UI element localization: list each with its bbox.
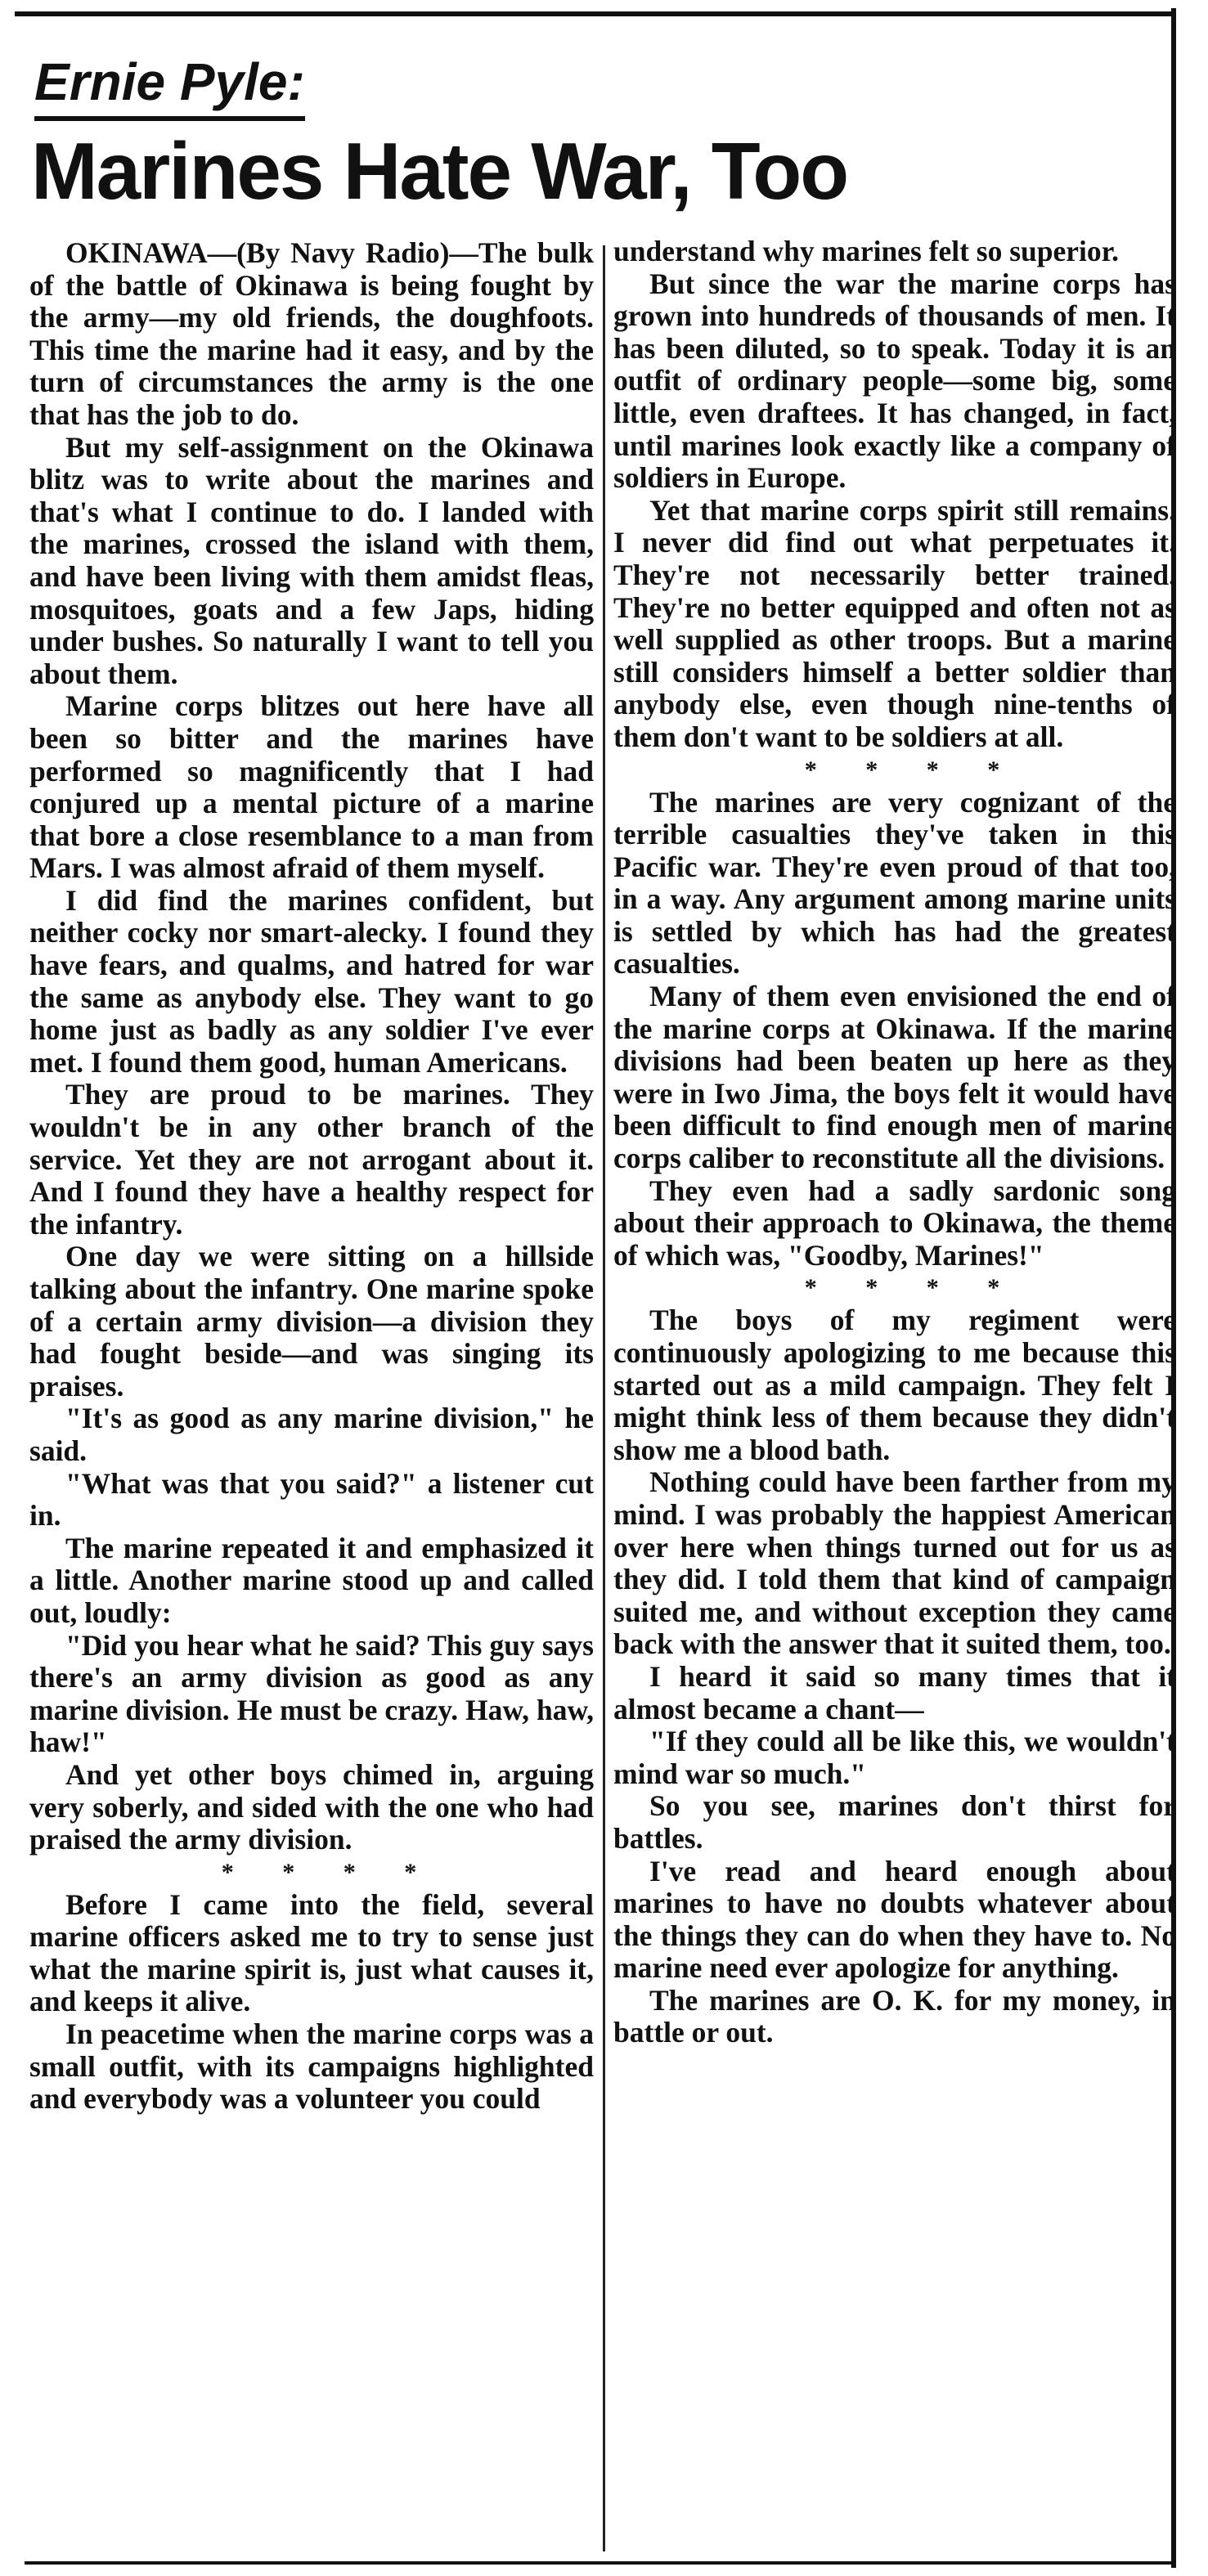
article-paragraph: The marine repeated it and emphasized it a little. Another marine stood up and called out, loudly: [29,1531,594,1629]
article-paragraph: Marine corps blitzes out here have all been so bitter and the marines have performed so magnificently that I had conjured up a mental picture of a marine that bore a close resemblance to a man from Mars. I was almost afraid of them myself. [29,689,594,885]
article-paragraph: "If they could all be like this, we wouldn't mind war so much." [613,1725,1176,1790]
section-break-stars: * * * * [804,756,1022,783]
left-text-column [29,237,594,2551]
article-paragraph: "It's as good as any marine division," he said. [29,1402,594,1467]
article-paragraph: One day we were sitting on a hillside talking about the infantry. One marine spoke of a certain army division—a division they had fought beside—and was singing its praises. [29,1240,594,1402]
column-kicker: Ernie Pyle: [34,49,305,121]
paragraph-continuation: understand why marines felt so superior. [613,236,1120,267]
article-paragraph: I did find the marines confident, but neither cocky nor smart-alecky. I found they have fears, and qualms, and hatred for war the same as anybody else. They want to go home just as badly as any soldier I've ever met. I found them good, human Americans. [29,883,594,1079]
article-paragraph: I heard it said so many times that it almost became a chant— [613,1659,1176,1726]
column-divider [603,245,605,2551]
article-paragraph: In peacetime when the marine corps was a small outfit, with its campaigns highlighted and everybody was a volunteer you could [29,2017,594,2116]
article-paragraph: The boys of my regiment were continuously apologizing to me because this started out as a mild campaign. They felt I might think less of them because they didn't show me a blood bath. [613,1304,1176,1466]
article-paragraph: Yet that marine corps spirit still remains. I never did find out what perpetuates it. They're not necessarily better trained. They're no better equipped and often not as well supplied as other troops. But a marine still considers himself a better soldier than anybody else, even though nine-tenths of them don't want to be soldiers at all. [613,493,1176,753]
article-paragraph: They are proud to be marines. They wouldn't be in any other branch of the service. Yet they are not arrogant about it. And I found they have a healthy respect for the infantry. [29,1078,594,1241]
section-break-stars: * * * * [804,1274,1022,1302]
article-paragraph: They even had a sadly sardonic song about their approach to Okinawa, the theme of which was, "Goodby, Marines!" [613,1174,1176,1272]
section-break-stars: * * * * [221,1858,438,1886]
article-paragraph: OKINAWA—(By Navy Radio)—The bulk of the battle of Okinawa is being fought by the army—my old friends, the doughfoots. This time the marine had it easy, and by the turn of circumstances the army is the one that has the job to do. [29,237,594,431]
article-paragraph: And yet other boys chimed in, arguing very soberly, and sided with the one who had praised the army division. [29,1757,594,1856]
article-paragraph: I've read and heard enough about marines to have no doubts whatever about the things they can do when they have to. No marine need ever apologize for anything. [613,1854,1176,1985]
article-paragraph: Before I came into the field, several marine officers asked me to try to sense just what the marine spirit is, just what causes it, and keeps it alive. [29,1887,594,2018]
bottom-border-rule [25,2561,1174,2565]
article-paragraph: The marines are very cognizant of the terrible casualties they've taken in this Pacific war. They're even proud of that too, in a way. Any argument among marine units is settled by which has had the greatest casualties. [613,785,1176,981]
article-paragraph: But since the war the marine corps has grown into hundreds of thousands of men. It has been diluted, so to speak. Today it is an outfit of ordinary people—some big, some little, even draftees. It has changed, in fact, until marines look exactly like a company of soldiers in Europe. [613,267,1176,495]
article-paragraph: Nothing could have been farther from my mind. I was probably the happiest American over here when things turned out for us as they did. I told them that kind of campaign suited me, and without exception they came back with the answer that it suited them, too. [613,1465,1176,1661]
article-paragraph: "Did you hear what he said? This guy says there's an army division as good as any marine division. He must be crazy. Haw, haw, haw!" [29,1628,594,1759]
right-text-column [613,236,1176,2550]
article-paragraph: But my self-assignment on the Okinawa blitz was to write about the marines and that's what I continue to do. I landed with the marines, crossed the island with them, and have been living with them amidst fleas, mosquitoes, goats and a few Japs, hiding under bushes. So naturally I want to tell you about them. [29,430,594,690]
article-headline: Marines Hate War, Too [31,126,848,216]
article-paragraph: Many of them even envisioned the end of the marine corps at Okinawa. If the marine divisions had been beaten up here as they were in Iwo Jima, the boys felt it would have been difficult to find enough men of marine corps caliber to reconstitute all the divisions. [613,980,1176,1175]
article-paragraph: The marines are O. K. for my money, in battle or out. [613,1983,1176,2049]
article-paragraph: "What was that you said?" a listener cut in. [29,1466,594,1533]
top-border-rule [15,11,1176,16]
article-paragraph: So you see, marines don't thirst for battles. [613,1789,1176,1855]
